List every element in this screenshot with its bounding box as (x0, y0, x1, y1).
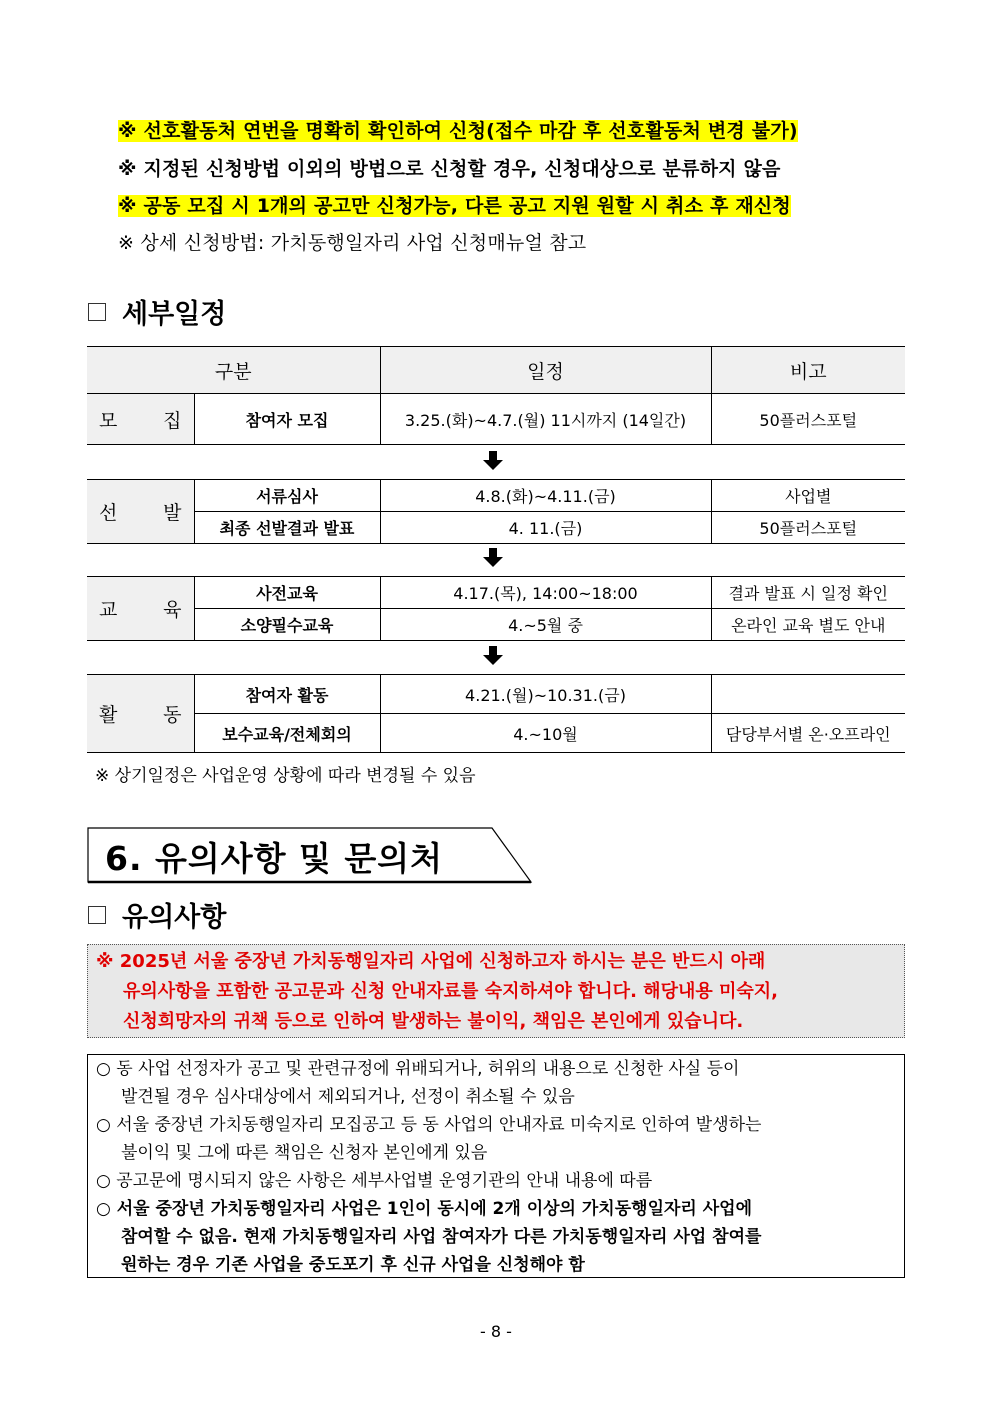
schedule-section-title: 세부일정 (88, 292, 226, 331)
table-row: 모 집 참여자 모집 3.25.(화)~4.7.(월) 11시까지 (14일간) 50플러스포털 (87, 394, 905, 445)
table-row: 활 동 참여자 활동 4.21.(월)~10.31.(금) (87, 675, 905, 714)
notice-item: ○ 서울 중장년 가치동행일자리 모집공고 등 동 사업의 안내자료 미숙지로 인하여 발생하는 불이익 및 그에 따른 책임은 신청자 본인에게 있음 (96, 1115, 762, 1163)
table-header-row (87, 347, 905, 394)
schedule-table-recruit (87, 346, 905, 445)
table-row: 최종 선발결과 발표 4. 11.(금) 50플러스포털 (87, 512, 905, 544)
note-2: ※ 지정된 신청방법 이외의 방법으로 신청할 경우, 신청대상으로 분류하지 않음 (118, 158, 781, 180)
group-label-activity: 활 동 (87, 675, 194, 753)
down-arrow-icon (482, 451, 504, 471)
header-remarks: 비고 (711, 347, 905, 394)
notice-item: ○ 공고문에 명시되지 않은 사항은 세부사업별 운영기관의 안내 내용에 따름 (96, 1171, 653, 1191)
group-label-selection: 선 발 (87, 480, 194, 544)
schedule-footnote: ※ 상기일정은 사업운영 상황에 따라 변경될 수 있음 (95, 766, 476, 786)
note-4: ※ 상세 신청방법: 가치동행일자리 사업 신청매뉴얼 참고 (118, 232, 587, 254)
chapter-heading (87, 827, 532, 883)
group-label-recruit: 모 집 (87, 394, 194, 445)
table-row: 교 육 사전교육 4.17.(목), 14:00~18:00 결과 발표 시 일정 확인 (87, 577, 905, 609)
notice-item: ○ 동 사업 선정자가 공고 및 관련규정에 위배되거나, 허위의 내용으로 신청한 사실 등이 발견될 경우 심사대상에서 제외되거나, 선정이 취소될 수 있음 (96, 1059, 740, 1107)
header-schedule: 일정 (380, 347, 711, 394)
schedule-table-education (87, 576, 905, 641)
group-label-education: 교 육 (87, 577, 194, 641)
notice-item-emphasized: ○ 서울 중장년 가치동행일자리 사업은 1인이 동시에 2개 이상의 가치동행일자리 사업에 참여할 수 없음. 현재 가치동행일자리 사업 참여자가 다른 가치동행일자리 사업 참여를 원하는 경우 기존 사업을 중도포기 후 신규 사업을 신청해야 함 (96, 1199, 762, 1275)
note-3: ※ 공동 모집 시 1개의 공고만 신청가능, 다른 공고 지원 원할 시 취소 후 재신청 (118, 195, 791, 217)
checkbox-square-icon (88, 906, 106, 924)
warning-box: ※ 2025년 서울 중장년 가치동행일자리 사업에 신청하고자 하시는 분은 반드시 아래 유의사항을 포함한 공고문과 신청 안내자료를 숙지하셔야 합니다. 해당내용 미숙지, 신청희망자의 귀책 등으로 인하여 발생하는 불이익, 책임은 본인에게 있습니다. (87, 944, 905, 1038)
notice-list-box (87, 1054, 905, 1278)
table-row: 소양필수교육 4.~5월 중 온라인 교육 별도 안내 (87, 609, 905, 641)
schedule-table-activity (87, 674, 905, 753)
note-1: ※ 선호활동처 연번을 명확히 확인하여 신청(접수 마감 후 선호활동처 변경 불가) (118, 120, 798, 142)
down-arrow-icon (482, 646, 504, 666)
page-number: - 8 - (480, 1322, 512, 1341)
down-arrow-icon (482, 548, 504, 568)
caution-section-title: 유의사항 (88, 895, 226, 934)
header-category: 구분 (87, 347, 380, 394)
table-row: 보수교육/전체회의 4.~10월 담당부서별 온·오프라인 (87, 714, 905, 753)
schedule-table-selection (87, 479, 905, 544)
checkbox-square-icon (88, 303, 106, 321)
table-row: 선 발 서류심사 4.8.(화)~4.11.(금) 사업별 (87, 480, 905, 512)
chapter-title: 6. 유의사항 및 문의처 (105, 839, 443, 878)
